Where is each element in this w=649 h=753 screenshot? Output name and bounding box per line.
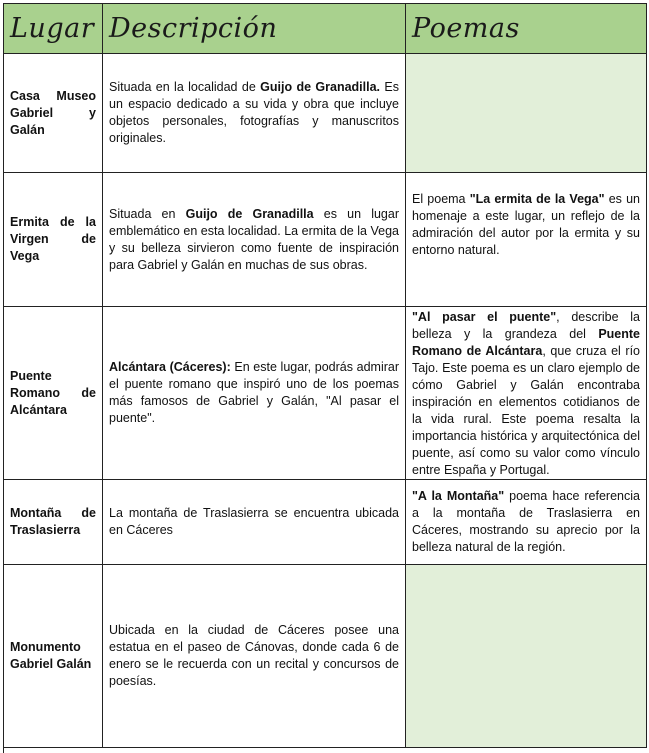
descripcion-cell: La montaña de Traslasierra se encuentra ubicada en Cáceres — [103, 480, 406, 565]
table-row — [4, 54, 647, 173]
poema-cell — [406, 565, 647, 748]
lugar-cell: Puente Romano de Alcántara — [4, 307, 103, 480]
places-table — [3, 3, 647, 748]
lugar-cell: Monumento Gabriel Galán — [4, 565, 103, 748]
header-poemas: Poemas — [406, 4, 647, 54]
lugar-cell: Montaña de Traslasierra — [4, 480, 103, 565]
lugar-cell: Ermita de la Virgen de Vega — [4, 173, 103, 307]
header-row — [4, 4, 647, 54]
lugar-cell: Casa Museo Gabriel y Galán — [4, 54, 103, 173]
table-row — [4, 307, 647, 480]
table-row — [4, 480, 647, 565]
descripcion-cell: Alcántara (Cáceres): En este lugar, podrás admirar el puente romano que inspiró uno de los poemas más famosos de Gabriel y Galán, "Al pasar el puente". — [103, 307, 406, 480]
poema-cell: El poema "La ermita de la Vega" es un homenaje a este lugar, un reflejo de la admiración del autor por la ermita y su entorno natural. — [406, 173, 647, 307]
descripcion-cell: Ubicada en la ciudad de Cáceres posee una estatua en el paseo de Cánovas, donde cada 6 de enero se le recuerda con un recital y concursos de poesías. — [103, 565, 406, 748]
header-descripcion: Descripción — [103, 4, 406, 54]
table-row — [4, 565, 647, 748]
descripcion-cell: Situada en la localidad de Guijo de Granadilla. Es un espacio dedicado a su vida y obra que incluye objetos personales, fotografías y manuscritos originales. — [103, 54, 406, 173]
descripcion-cell: Situada en Guijo de Granadilla es un lugar emblemático en esta localidad. La ermita de la Vega y su belleza sirvieron como fuente de inspiración para Gabriel y Galán en muchas de sus obras. — [103, 173, 406, 307]
poema-cell: "A la Montaña" poema hace referencia a la montaña de Traslasierra en Cáceres, mostrando su aprecio por la belleza natural de la región. — [406, 480, 647, 565]
poema-cell — [406, 54, 647, 173]
next-row-stub — [3, 747, 647, 753]
table-row — [4, 173, 647, 307]
header-lugar: Lugar — [4, 4, 103, 54]
poema-cell: "Al pasar el puente", describe la belleza y la grandeza del Puente Romano de Alcántara, que cruza el río Tajo. Este poema es un claro ejemplo de cómo Gabriel y Galán encontraba inspiración en elementos cotidianos de la vida rural. Este poema resalta la importancia histórica y arquitectónica del puente, así como su valor como vínculo entre España y Portugal. — [406, 307, 647, 480]
